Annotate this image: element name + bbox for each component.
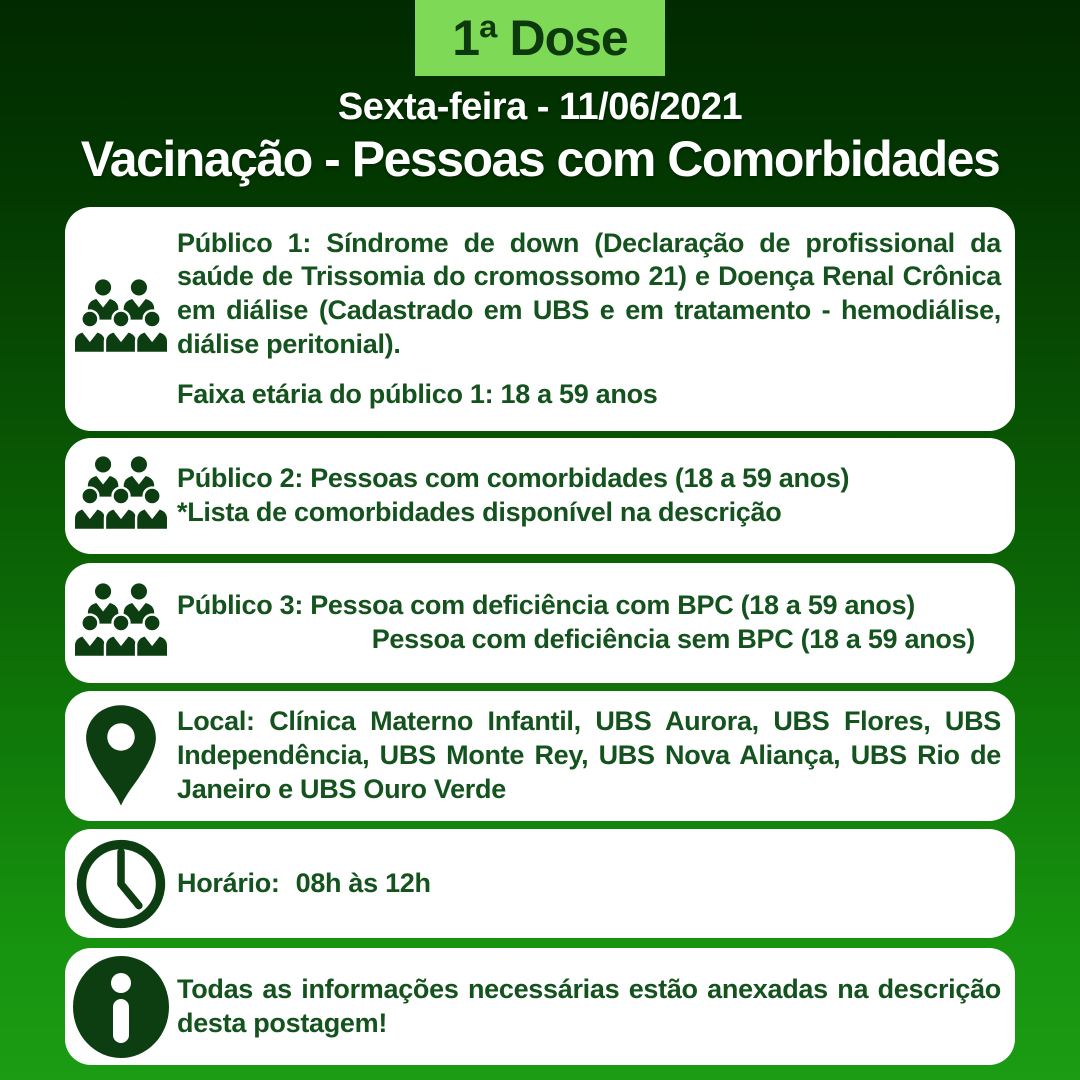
card-publico-3 bbox=[65, 563, 1015, 683]
info-text: Todas as informações necessárias estão anexadas na descrição desta postagem! bbox=[177, 973, 1001, 1038]
publico-2-line1: Público 2: Pessoas com comorbidades (18 a 59 anos) bbox=[177, 463, 850, 494]
card-publico-3-icon-col bbox=[65, 582, 177, 664]
publico-1-description: Público 1: Síndrome de down (Declaração de profissional da saúde de Trissomia do cromossomo 21) e Doença Renal Crônica em diálise (Cadastrado em UBS e em tratamento - hemodiálise, diálise peritonial). bbox=[177, 227, 1001, 359]
card-horario bbox=[65, 829, 1015, 938]
people-group-icon bbox=[71, 278, 171, 360]
card-horario-text-col bbox=[177, 867, 1001, 901]
card-horario-icon-col bbox=[65, 837, 177, 931]
card-publico-1 bbox=[65, 207, 1015, 431]
dose-badge-label: 1ª Dose bbox=[452, 10, 628, 66]
card-publico-2-icon-col bbox=[65, 455, 177, 537]
card-info-text-col bbox=[177, 973, 1001, 1041]
card-publico-3-text-col bbox=[177, 589, 1001, 657]
card-publico-1-icon-col bbox=[65, 278, 177, 360]
card-local-text-col bbox=[177, 705, 1001, 806]
horario-line bbox=[177, 867, 1001, 901]
card-publico-2 bbox=[65, 438, 1015, 554]
publico-2-line2: *Lista de comorbidades disponível na descrição bbox=[177, 497, 782, 527]
people-group-icon bbox=[71, 582, 171, 664]
card-local-icon-col bbox=[65, 703, 177, 809]
publico-3-line1: Público 3: Pessoa com deficiência com BPC (18 a 59 anos) bbox=[177, 590, 915, 621]
dose-badge bbox=[415, 0, 665, 76]
card-publico-1-text-col bbox=[177, 227, 1001, 412]
local-text: Local: Clínica Materno Infantil, UBS Aurora, UBS Flores, UBS Independência, UBS Monte Rey, UBS Nova Aliança, UBS Rio de Janeiro e UBS Ouro Verde bbox=[177, 706, 1001, 804]
card-local bbox=[65, 691, 1015, 821]
date-heading: Sexta-feira - 11/06/2021 bbox=[337, 86, 743, 128]
publico-3-line2: Pessoa com deficiência sem BPC (18 a 59 anos) bbox=[371, 624, 975, 654]
horario-value: 08h às 12h bbox=[295, 867, 431, 898]
info-icon bbox=[71, 955, 171, 1059]
card-publico-2-text-col bbox=[177, 462, 1001, 530]
publico-1-age-range: Faixa etária do público 1: 18 a 59 anos bbox=[177, 378, 658, 409]
location-pin-icon bbox=[84, 703, 158, 809]
clock-icon bbox=[74, 837, 168, 931]
people-group-icon bbox=[71, 455, 171, 537]
page-title: Vacinação - Pessoas com Comorbidades bbox=[80, 131, 1000, 187]
card-info-icon-col bbox=[65, 955, 177, 1059]
horario-label: Horário: bbox=[177, 867, 280, 898]
card-info bbox=[65, 948, 1015, 1065]
